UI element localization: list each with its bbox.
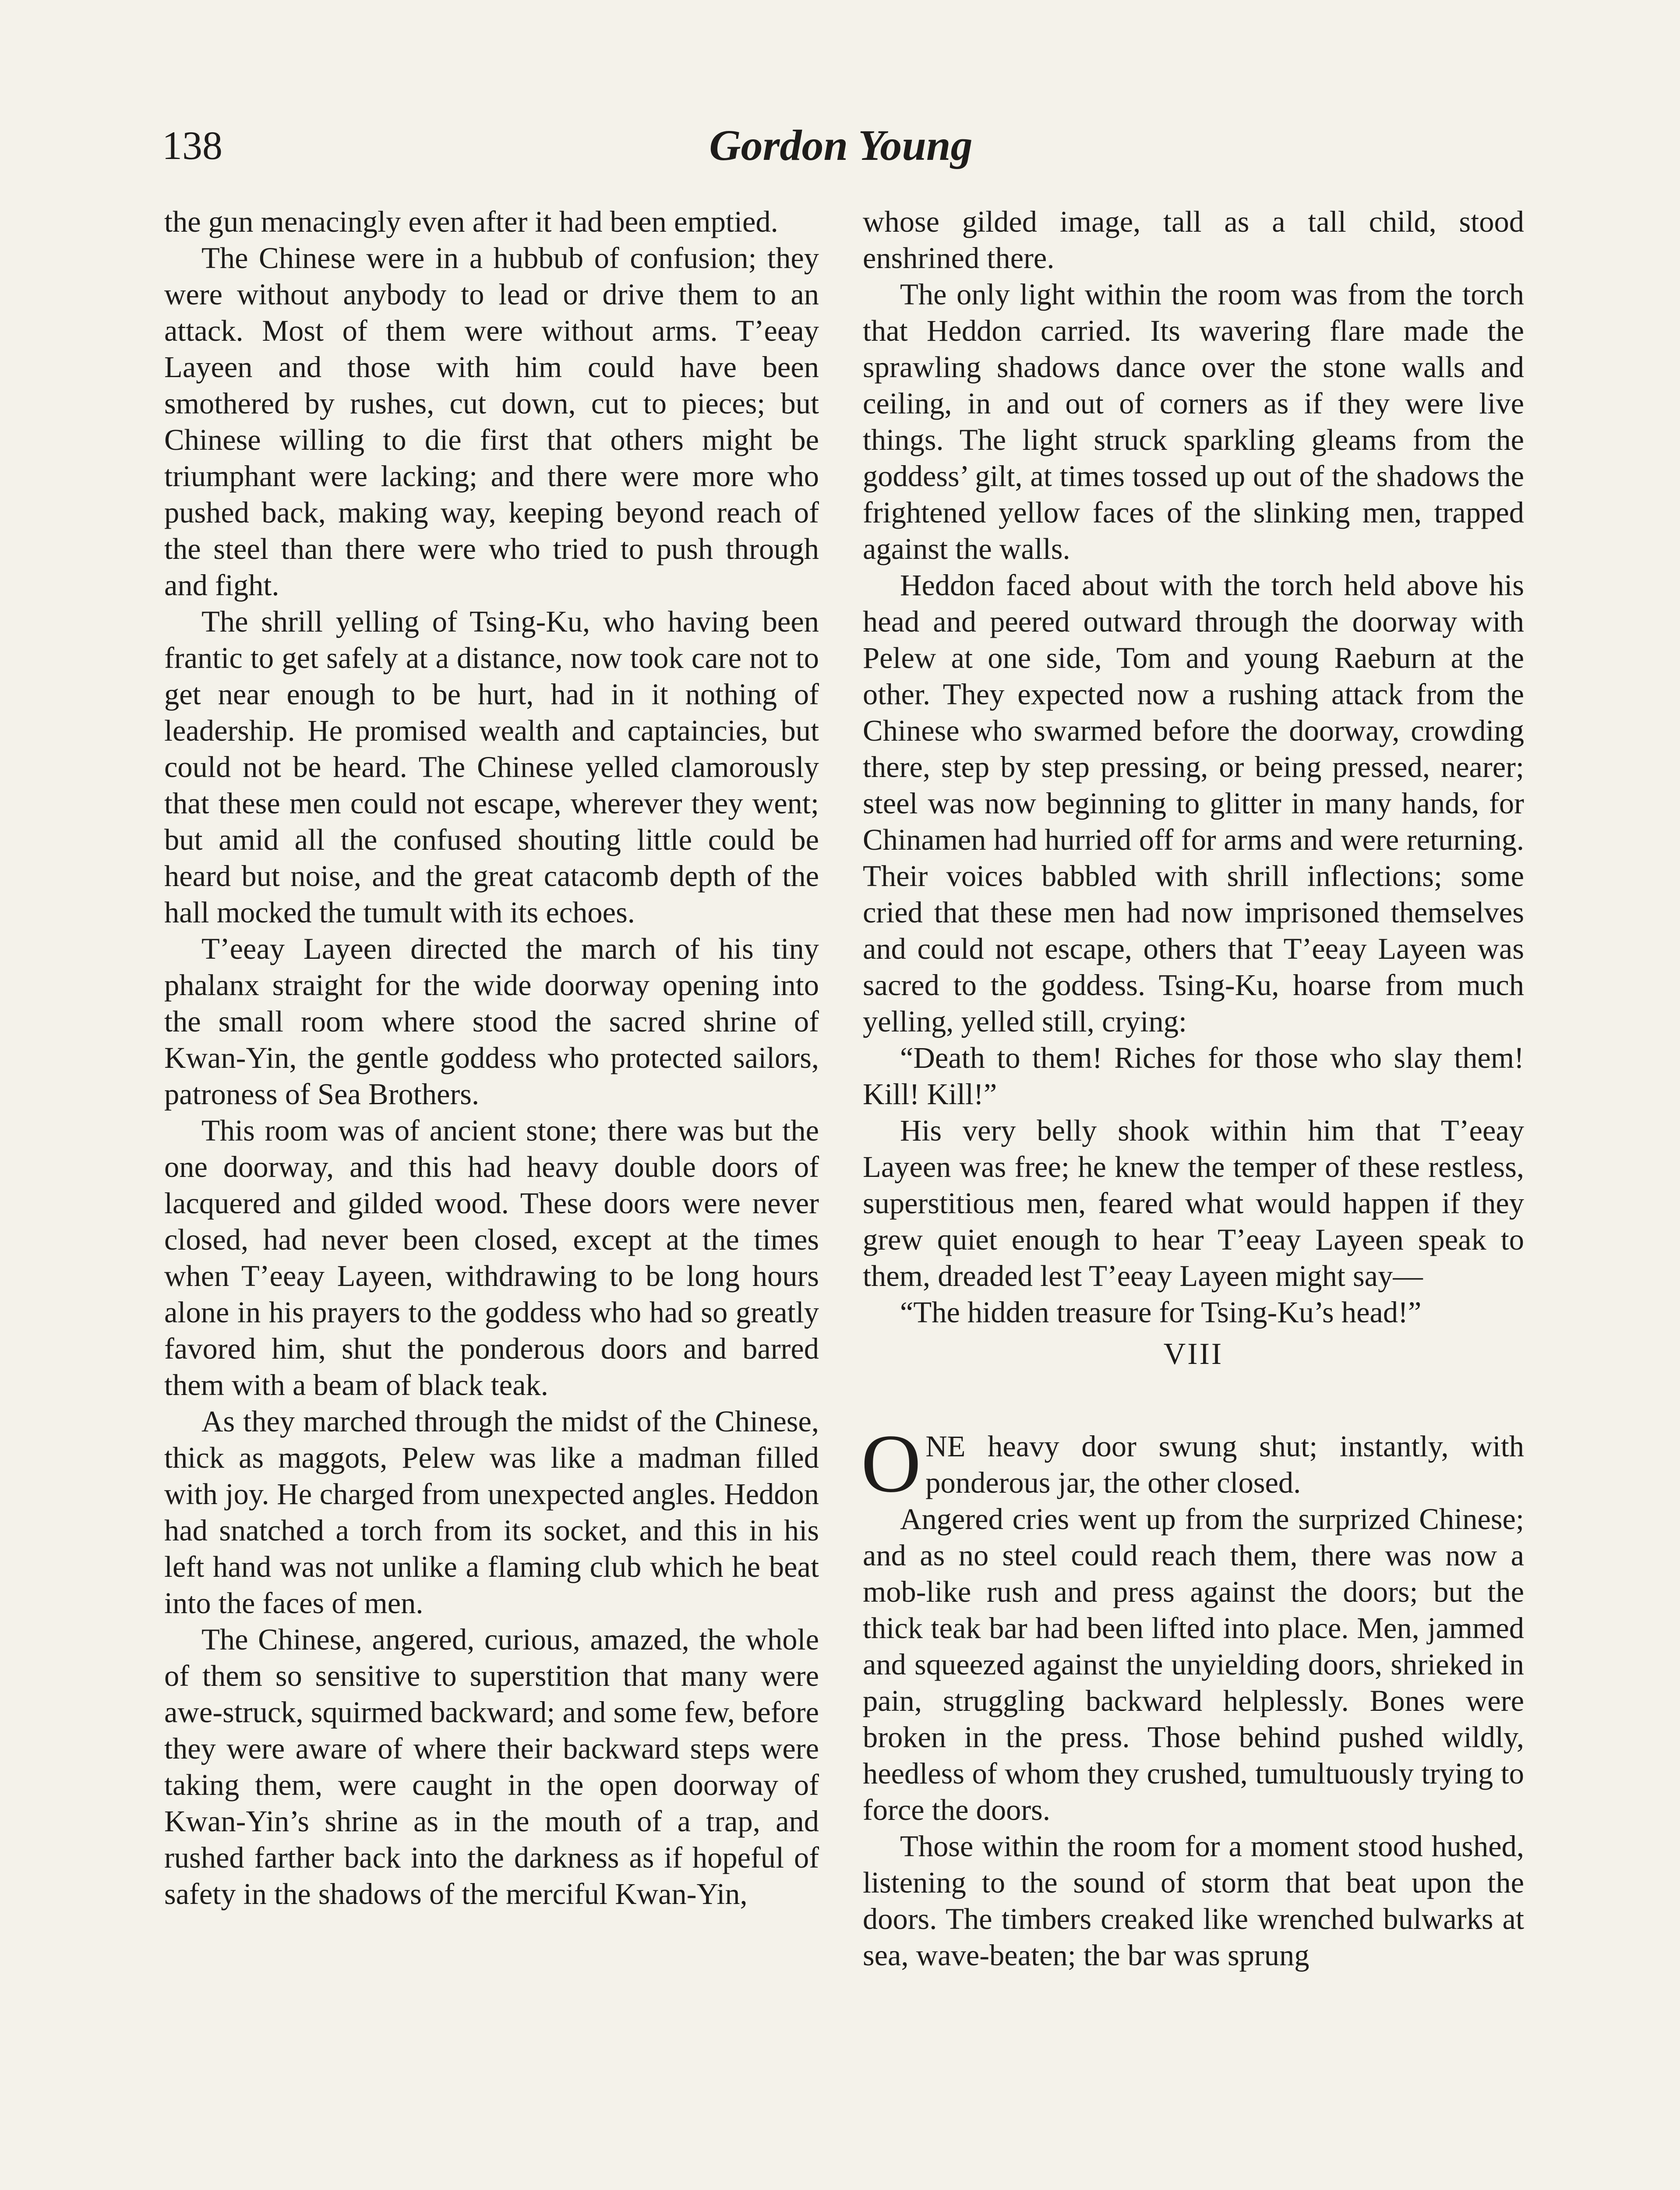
paragraph: The shrill yelling of Tsing-Ku, who having been frantic to get safely at a distance, now took care not to get near enough to be hurt, had in it nothing of leadership. He promised wealth and captaincies, but could not be heard. The Chinese yelled clamorously that these men could not escape, wherever they went; but amid all the confused shouting little could be heard but noise, and the great catacomb depth of the hall mocked the tumult with its echoes. xyxy=(164,605,819,929)
paragraph: “The hidden treasure for Tsing-Ku’s head!” xyxy=(900,1296,1422,1329)
right-column xyxy=(863,204,1524,1974)
paragraph: Those within the room for a moment stood hushed, listening to the sound of storm that beat upon the doors. The timbers creaked like wrenched bulwarks at sea, wave-beaten; the bar was sprung xyxy=(863,1830,1524,1972)
paragraph: T’eeay Layeen directed the march of his tiny phalanx straight for the wide doorway opening into the small room where stood the sacred shrine of Kwan-Yin, the gentle goddess who protected sailors, patroness of Sea Brothers. xyxy=(164,932,819,1111)
opening-paragraph xyxy=(861,1418,1524,1510)
paragraph: The only light within the room was from the torch that Heddon carried. Its wavering flare made the sprawling shadows dance over the stone walls and ceiling, in and out of corners as if they were live things. The light struck sparkling gleams from the goddess’ gilt, at times tossed up out of the shadows the frightened yellow faces of the slinking men, trapped against the walls. xyxy=(863,278,1524,565)
running-title: Gordon Young xyxy=(709,121,973,170)
paragraph: “Death to them! Riches for those who slay them! Kill! Kill!” xyxy=(863,1041,1524,1111)
paragraph: The Chinese, angered, curious, amazed, the whole of them so sensitive to superstition that many were awe-struck, squirmed backward; and some few, before they were aware of where their backward steps were taking them, were caught in the open doorway of Kwan-Yin’s shrine as in the mouth of a trap, and rushed farther back into the darkness as if hopeful of safety in the shadows of the merciful Kwan-Yin, xyxy=(164,1623,819,1911)
page-number: 138 xyxy=(162,123,222,168)
left-column xyxy=(164,204,819,1912)
paragraph: The Chinese were in a hubbub of confusion; they were without anybody to lead or drive them to an attack. Most of them were without arms. T’eeay Layeen and those with him could have been smothered by rushes, cut down, cut to pieces; but Chinese willing to die first that others might be triumphant were lacking; and there were more who pushed back, making way, keeping beyond reach of the steel than there were who tried to push through and fight. xyxy=(164,241,819,602)
drop-cap: O xyxy=(861,1418,921,1510)
paragraph: Heddon faced about with the torch held above his head and peered outward through the doorway with Pelew at one side, Tom and young Raeburn at the other. They expected now a rushing attack from the Chinese who swarmed before the doorway, crowding there, step by step pressing, or being pressed, nearer; steel was now beginning to glitter in many hands, for Chinamen had hurried off for arms and were returning. Their voices babbled with shrill inflections; some cried that these men had now imprisoned themselves and could not escape, others that T’eeay Layeen was sacred to the goddess. Tsing-Ku, hoarse from much yelling, yelled still, crying: xyxy=(863,569,1524,1038)
paragraph: His very belly shook within him that T’eeay Layeen was free; he knew the temper of these restless, superstitious men, feared what would happen if they grew quiet enough to hear T’eeay Layeen speak to them, dreaded lest T’eeay Layeen might say— xyxy=(863,1114,1524,1293)
section-heading: VIII xyxy=(1163,1337,1224,1371)
paragraph: whose gilded image, tall as a tall child, stood enshrined there. xyxy=(863,205,1524,275)
paragraph: This room was of ancient stone; there was but the one doorway, and this had heavy double doors of lacquered and gilded wood. These doors were never closed, had never been closed, except at the times when T’eeay Layeen, withdrawing to be long hours alone in his prayers to the goddess who had so greatly favored him, shut the ponderous doors and barred them with a beam of black teak. xyxy=(164,1114,819,1402)
opening-paragraph-text: NE heavy door swung shut; instantly, with ponderous jar, the other closed. xyxy=(925,1430,1524,1499)
page-header xyxy=(162,115,1520,176)
paragraph: As they marched through the midst of the Chinese, thick as maggots, Pelew was like a madman filled with joy. He charged from unexpected angles. Heddon had snatched a torch from its socket, and this in his left hand was not unlike a flaming club which he beat into the faces of men. xyxy=(164,1405,819,1620)
paragraph: Angered cries went up from the surprized Chinese; and as no steel could reach them, there was now a mob-like rush and press against the doors; but the thick teak bar had been lifted into place. Men, jammed and squeezed against the unyielding doors, shrieked in pain, struggling backward helplessly. Bones were broken in the press. Those behind pushed wildly, heedless of whom they crushed, tumultuously trying to force the doors. xyxy=(863,1502,1524,1826)
paragraph: the gun menacingly even after it had been emptied. xyxy=(164,205,778,238)
